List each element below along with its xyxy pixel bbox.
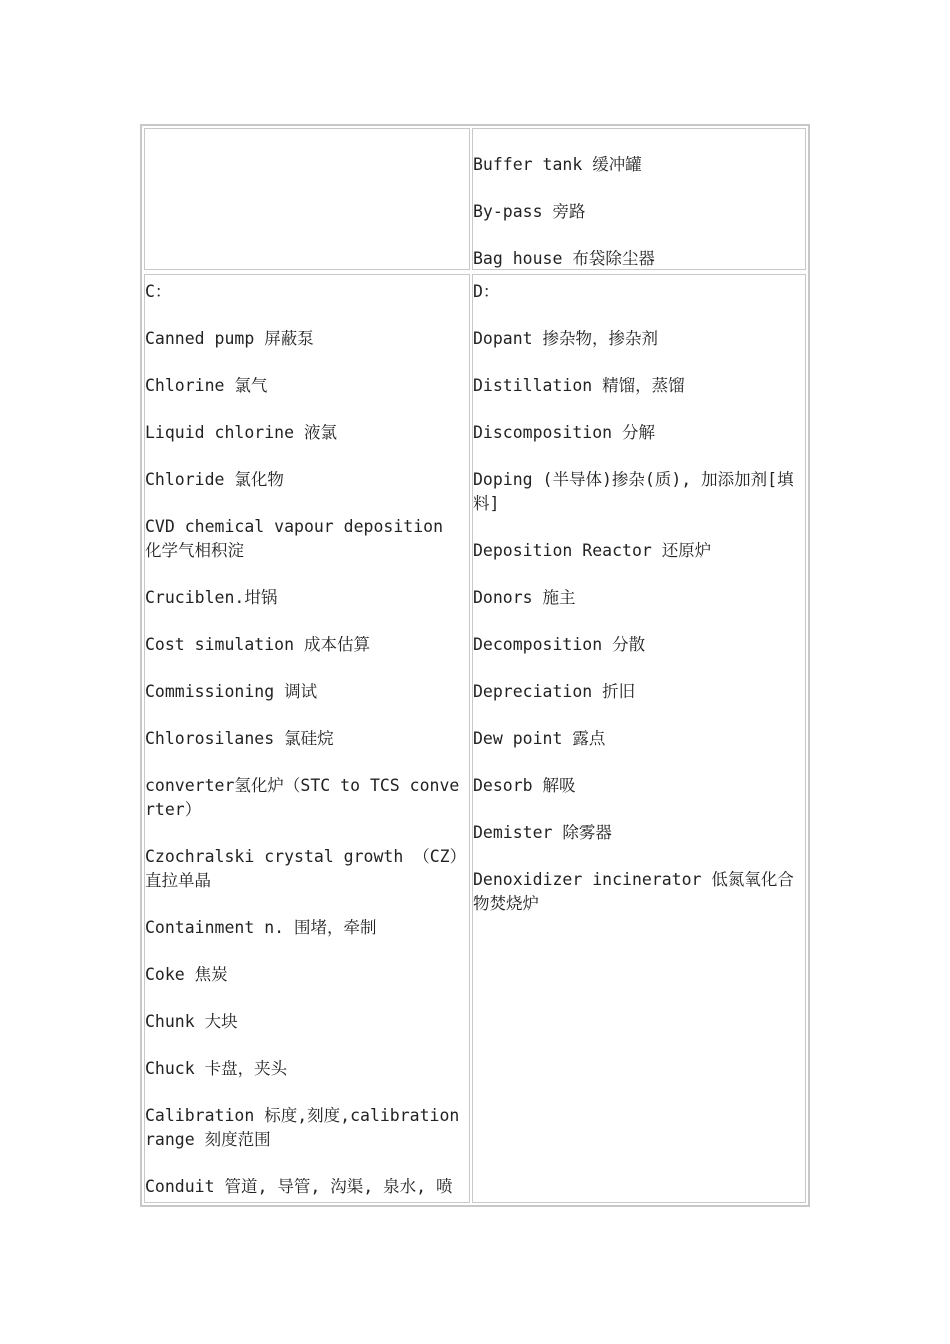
- term-entry: Conduit 管道, 导管, 沟渠, 泉水, 喷: [145, 1177, 453, 1196]
- section-heading-c: C：: [145, 282, 172, 301]
- term-list-b: [473, 129, 805, 270]
- term-entry: Commissioning 调试: [145, 682, 318, 701]
- term-entry: Bag house 布袋除尘器: [473, 249, 655, 268]
- term-entry: Czochralski crystal growth （CZ）直拉单晶: [145, 847, 467, 890]
- term-list-d: [473, 275, 805, 916]
- table-cell-c-terms: [144, 274, 470, 1203]
- term-entry: Depreciation 折旧: [473, 682, 636, 701]
- term-entry: Chuck 卡盘，夹头: [145, 1059, 288, 1078]
- term-entry: Dopant 掺杂物，掺杂剂: [473, 329, 659, 348]
- term-entry: converter氢化炉（STC to TCS converter）: [145, 776, 460, 819]
- term-entry: Cost simulation 成本估算: [145, 635, 370, 654]
- term-entry: Canned pump 屏蔽泵: [145, 329, 314, 348]
- term-entry: Decomposition 分散: [473, 635, 646, 654]
- table-cell-top-left: [144, 128, 470, 270]
- term-entry: Doping (半导体)掺杂(质), 加添加剂[填料]: [473, 470, 794, 513]
- term-entry: Denoxidizer incinerator 低氮氧化合物焚烧炉: [473, 870, 794, 913]
- term-entry: Dew point 露点: [473, 729, 606, 748]
- term-entry: Distillation 精馏，蒸馏: [473, 376, 685, 395]
- term-entry: Cruciblen.坩锅: [145, 588, 278, 607]
- term-entry: Liquid chlorine 液氯: [145, 423, 337, 442]
- term-entry: Coke 焦炭: [145, 965, 228, 984]
- term-entry: Deposition Reactor 还原炉: [473, 541, 712, 560]
- term-entry: CVD chemical vapour deposition 化学气相积淀: [145, 517, 444, 560]
- table-cell-d-terms: [472, 274, 806, 1203]
- term-entry: Chloride 氯化物: [145, 470, 284, 489]
- term-entry: By-pass 旁路: [473, 202, 586, 221]
- term-entry: Donors 施主: [473, 588, 576, 607]
- term-entry: Chlorine 氯气: [145, 376, 268, 395]
- term-entry: Demister 除雾器: [473, 823, 612, 842]
- term-entry: Buffer tank 缓冲罐: [473, 155, 642, 174]
- table-row-top: [142, 126, 808, 272]
- glossary-table: [140, 124, 810, 1207]
- section-heading-d: D：: [473, 282, 500, 301]
- term-entry: Calibration 标度,刻度,calibration range 刻度范围: [145, 1106, 460, 1149]
- table-cell-top-right: [472, 128, 806, 270]
- term-entry: Discomposition 分解: [473, 423, 656, 442]
- table-row-main: [142, 272, 808, 1205]
- term-entry: Chlorosilanes 氯硅烷: [145, 729, 334, 748]
- term-entry: Containment n. 围堵，牵制: [145, 918, 377, 937]
- term-entry: Chunk 大块: [145, 1012, 238, 1031]
- term-entry: Desorb 解吸: [473, 776, 576, 795]
- term-list-c: [145, 275, 469, 1199]
